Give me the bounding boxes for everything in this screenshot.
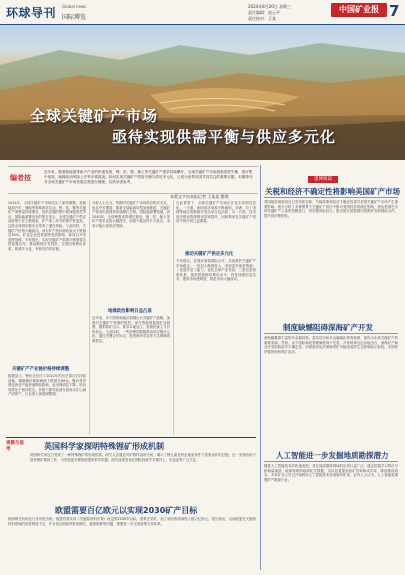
article-col-3b: 专家建议，各国应加强国际合作，共同维护关键矿产市场稳定。一是加大勘探投入，发现更多优质资源；二是提升加工能力，优化全球产业布局；三是完善回收体系，提高资源循环利用水平；四是加强信息共享，提高市场透明度，防范市场大幅波动。 — [176, 259, 256, 282]
meta-line: 责任校对：王某 — [248, 16, 276, 21]
sidebar-headline-1: 关税和经济不确定性将影响美国矿产市场 — [265, 187, 400, 196]
sidebar-rule — [264, 461, 398, 462]
hero-mine-photo — [0, 25, 405, 160]
editor-note-body: 近年来，随着新能源等新兴产业的快速发展，锂、钴、镍、稀土等关键矿产需求持续攀升，全球关键矿产市场面临供需失衡、供应集中度高、地缘政治风险上升等多重挑战。如何实现关键矿产供需平衡与供应多元化，已成为世界各国共同关注的重要议题。本期特刊对全球关键矿产市场发展态势进行梳理，以供读者参考。 — [44, 170, 253, 184]
bottom-section-tag: 观察与思考 — [6, 441, 24, 452]
sidebar-divider — [260, 165, 261, 570]
bottom-section-rule — [6, 437, 256, 438]
sidebar-rule — [264, 333, 398, 334]
article-col-1a: 2024年，全球关键矿产市场经历了深刻调整。受新能源汽车、储能等领域需求拉动，锂、钴、镍等关键矿产消费量持续增长，但供应端的集中度问题依然突出。国际能源署发布的报告显示，全球关键矿产供应高度集中在少数国家，矿产加工环节的集中度更高，这给全球供应链安全带来了潜在风险。与此同时，关键矿产价格大幅波动，部分矿产品价格较高点下跌超过50%，矿业企业投资意愿受到影响，新项目开发进度放缓。专家指出，实现关键矿产供需平衡需要各国加强合作，推动勘探开发投资，完善回收利用体系，构建多元化、有韧性的供应链。 — [8, 201, 86, 251]
bottom-text-2: 欧洲研究机构近日发布报告称，欧盟若要实现《关键原材料法案》设定的2030年目标，需要在采矿、加工和回收领域投入数百亿欧元。报告指出，目前欧盟在关键原材料领域的投资明显不足，许多项目面临审批周期长、融资困难等问题，需要进一步完善政策支持体系。 — [8, 517, 256, 526]
sidebar-text-2: 深海蕴藏着丰富的多金属结核、富钴结壳和多金属硫化物等资源，被视为未来关键矿产的重要来源。然而，由于国际海底管理制度尚不完善，开采规章迟迟未能出台，深海矿产商业开发面临诸多不确定性。环保组织也对深海采矿可能造成的生态影响表示担忧，多国呼吁暂停深海采矿活动。 — [264, 336, 398, 354]
article-credit: 本版文字由本报记者 王某某 整理 — [170, 194, 229, 199]
article-col-2b: 近年来，多个国家和地区相继出台关键矿产战略，加强对关键矿产资源的管控。部分资源国提高矿业税费、限制原矿出口、要求本地加工，资源民族主义有所抬头。与此同时，一些消费国积极推动供应链多元化，通过签署合作协议、投资海外项目等方式保障资源供应。 — [92, 316, 170, 343]
article-col-3a: 在此背景下，全球关键矿产市场正在发生结构性变化。一方面，新的供应来源不断涌现，非洲、拉丁美洲等地区的勘探开发活动日趋活跃；另一方面，技术进步推动资源利用效率提升，回收利用在关键矿产供应中的作用日益重要。 — [176, 201, 256, 224]
headline-line-1: 全球关键矿产市场 — [30, 107, 159, 125]
column-divider — [173, 200, 174, 435]
sidebar-label: 延伸阅读 — [308, 176, 338, 183]
editor-note-box — [8, 166, 258, 194]
masthead — [0, 0, 405, 25]
article-subhead-2: 地缘政治影响日益凸显 — [108, 309, 152, 314]
meta-line: 责任编辑：赵云平 — [248, 10, 280, 15]
section-english-title: Global news — [62, 4, 87, 9]
article-col-2a: 分析人士认为，短期内关键矿产市场供应相对充足，但从中长期看，随着全球能源转型加速推进，关键矿产需求仍将保持快速增长态势。国际能源署预测，到2040年，全球锂需求将增长数倍，镍、钴、稀土等矿产需求也将大幅提升。如果不能及时扩大供应，未来可能出现供应短缺。 — [92, 201, 170, 228]
date-line: 2024年8月20日 星期三 — [248, 4, 292, 9]
headline-line-2: 亟待实现供需平衡与供应多元化 — [112, 128, 337, 146]
article-col-1b: 数据显示，锂价在经历了2022年的历史高位后持续回落，碳酸锂价格较峰值下跌超过80%。镍价受印度尼西亚产能快速释放影响，也出现明显下降。钴价同样处于相对低位。价格下跌导致部分高成本矿山减产或停产，行业进入深度调整期。 — [8, 374, 86, 397]
sidebar-text-3: 随着人工智能技术的快速发展，其在地质勘探领域的应用日益广泛。通过机器学习算法分析海量地质、地球物理和地球化学数据，可以显著提高找矿效率和成功率，降低勘探成本。多家矿业公司已开始利用人工智能技术发现新的矿床，业内人士认为，人工智能将重塑矿产勘探行业。 — [264, 464, 398, 482]
article-subhead-3: 推动关键矿产供应多元化 — [185, 252, 234, 257]
bottom-headline-1: 英国科学家探明特殊锂矿形成机制 — [44, 442, 164, 451]
newspaper-logo: 中国矿业报 — [331, 3, 387, 17]
sidebar-text-1: 美国地质调查局近日发布报告称，关税政策和经济不确定性将对美国关键矿产市场产生重要影响。报告分析了多种情景下关键矿产供应中断对美国经济的潜在影响，指出美国在多种关键矿产上高度依赖进口，供应链风险较大。报告建议加强国内资源开发和国际合作，提升供应链韧性。 — [264, 200, 398, 218]
editor-meta — [248, 4, 328, 22]
subsection-title: 国际博览 — [62, 14, 87, 21]
bottom-text-1: 英国科学家近日发现了一种特殊锂矿的形成机制。研究人员通过对矿物样品的分析，揭示了锂元素在特定地质条件下富集成矿的过程。这一发现有助于指导锂矿勘探工作，为发现更多锂资源提供科学依据。研究成果发表在国际权威学术期刊上，引起业界广泛关注。 — [30, 453, 256, 462]
article-subhead-1: 关键矿产产业链价格持续调整 — [12, 367, 70, 372]
column-divider — [89, 200, 90, 435]
sidebar-headline-3: 人工智能进一步发掘地质勘探潜力 — [276, 451, 389, 460]
editor-note-tag: 编者按 — [10, 174, 31, 182]
sidebar-rule — [264, 197, 398, 198]
section-title: 环球导刊 — [6, 6, 57, 20]
sidebar-headline-2: 制度缺憾阻碍深海矿产开发 — [283, 323, 373, 332]
page-number: 7 — [389, 2, 400, 20]
bottom-headline-2: 欧盟需要百亿欧元以实现2030矿产目标 — [55, 506, 198, 515]
